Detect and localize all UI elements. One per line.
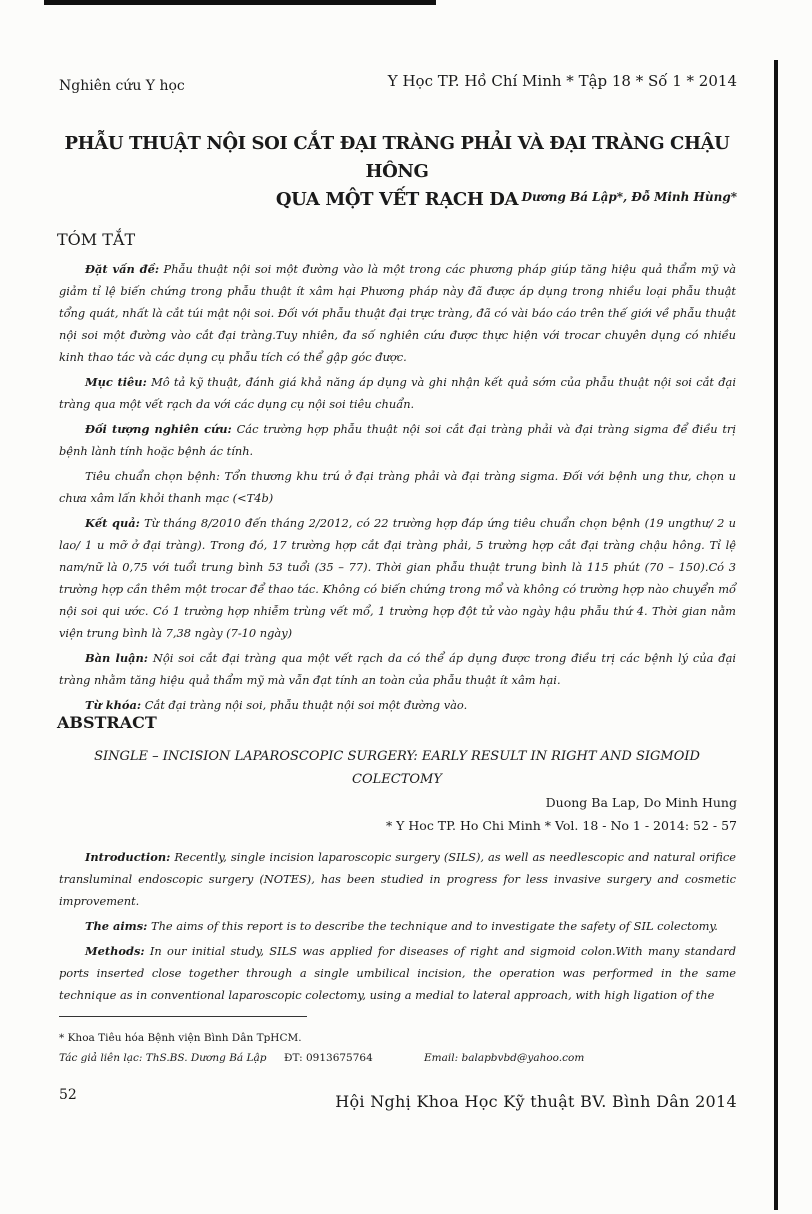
paragraph-text: Các trường hợp phẫu thuật nội soi cắt đại tràng phải và đại tràng sigma để điều trị bệnh lành tính hoặc bệnh ác tính. [59, 422, 736, 458]
paragraph-text: Tiêu chuẩn chọn bệnh: Tổn thương khu trú ở đại tràng phải và đại tràng sigma. Đối với bệnh ung thư, chọn u chưa xâm lấn khỏi thanh mạc (<T4b) [59, 469, 736, 505]
section-header: Nghiên cứu Y học [59, 78, 185, 94]
abstract-title-line-2: COLECTOMY [352, 772, 442, 787]
paragraph-text: The aims of this report is to describe the technique and to investigate the safety of SIL colectomy. [147, 919, 718, 933]
gutter-shadow [774, 60, 778, 1210]
abstract-paragraph [59, 915, 736, 937]
abstract-byline [386, 791, 737, 837]
paragraph-label: The aims: [85, 919, 148, 933]
footnote [59, 1028, 584, 1068]
title-line-2: QUA MỘT VẾT RẠCH DA [275, 189, 519, 210]
paragraph-text: In our initial study, SILS was applied for diseases of right and sigmoid colon.With many standard ports inserted close together through a single umbilical incision, the operation was performed in the same technique as in conventional laparoscopic colectomy, using a medial to lateral approach, with high ligation of the [59, 944, 736, 1002]
abstract-authors: Duong Ba Lap, Do Minh Hung [545, 795, 737, 810]
paragraph-text: Từ tháng 8/2010 đến tháng 2/2012, có 22 trường hợp đáp ứng tiêu chuẩn chọn bệnh (19 ungthư/ 2 u lao/ 1 u mỡ ở đại tràng). Trong đó, 17 trường hợp cắt đại tràng phải, 5 trường hợp cắt đại tràng chậu hông. Tỉ lệ nam/nữ là 0,75 với tuổi trung bình 53 tuổi (35 – 77). Thời gian phẫu thuật trung bình là 115 phút (70 – 150).Có 3 trường hợp cần thêm một trocar để thao tác. Không có biến chứng trong mổ và không có trường hợp nào chuyển mổ nội soi qui ước. Có 1 trường hợp nhiễm trùng vết mổ, 1 trường hợp đột tử vào ngày hậu phẫu thứ 4. Thời gian nằm viện trung bình là 7,38 ngày (7-10 ngày) [59, 516, 736, 640]
abstract-body [59, 846, 736, 1009]
paragraph-text: Cắt đại tràng nội soi, phẫu thuật nội soi một đường vào. [141, 698, 468, 712]
footnote-affiliation: * Khoa Tiêu hóa Bệnh viện Bình Dân TpHCM. [59, 1032, 302, 1044]
abstract-paragraph [59, 846, 736, 912]
authors: Dương Bá Lập*, Đỗ Minh Hùng* [521, 190, 737, 204]
paragraph-label: Methods: [85, 944, 145, 958]
page-number: 52 [59, 1087, 77, 1103]
abstract-citation: * Y Hoc TP. Ho Chi Minh * Vol. 18 - No 1 - 2014: 52 - 57 [385, 818, 737, 833]
paragraph-label: Đặt vấn đề: [85, 262, 160, 276]
paragraph-text: Nội soi cắt đại tràng qua một vết rạch da có thể áp dụng được trong điều trị các bệnh lý của đại tràng nhằm tăng hiệu quả thẩm mỹ mà vẫn đạt tính an toàn của phẫu thuật ít xâm hại. [59, 651, 737, 687]
conference-footer: Hội Nghị Khoa Học Kỹ thuật BV. Bình Dân 2014 [335, 1092, 737, 1111]
paragraph-label: Từ khóa: [85, 698, 142, 712]
abstract-title [57, 713, 737, 791]
journal-header: Y Học TP. Hồ Chí Minh * Tập 18 * Số 1 * 2014 [387, 72, 737, 90]
summary-heading: TÓM TẮT [57, 230, 136, 249]
title-line-1: PHẪU THUẬT NỘI SOI CẮT ĐẠI TRÀNG PHẢI VÀ ĐẠI TRÀNG CHẬU HÔNG [64, 133, 730, 182]
footnote-contact [59, 1048, 584, 1068]
paragraph-label: Introduction: [85, 850, 171, 864]
summary-paragraph [59, 418, 736, 462]
top-scan-bar [44, 0, 436, 5]
paragraph-text: Mô tả kỹ thuật, đánh giá khả năng áp dụng và ghi nhận kết quả sớm của phẫu thuật nội soi cắt đại tràng qua một vết rạch da với các dụng cụ nội soi tiêu chuẩn. [59, 375, 736, 411]
summary-paragraph [59, 258, 736, 368]
paragraph-label: Mục tiêu: [85, 375, 147, 389]
abstract-paragraph [59, 940, 736, 1006]
paragraph-label: Kết quả: [85, 516, 140, 530]
summary-body [59, 258, 736, 719]
adjacent-page-edge [760, 0, 812, 1214]
paragraph-text: Recently, single incision laparoscopic surgery (SILS), as well as needlescopic and natural orifice transluminal endoscopic surgery (NOTES), has been studied in progress for less invasive surgery and cosmetic improvement. [59, 850, 736, 908]
footnote-divider [59, 1016, 307, 1017]
summary-paragraph [59, 465, 736, 509]
contact-phone: ĐT: 0913675764 [284, 1052, 373, 1064]
contact-label: Tác giả liên lạc: ThS.BS. Dương Bá Lập [59, 1052, 267, 1064]
paragraph-text: Phẫu thuật nội soi một đường vào là một trong các phương pháp giúp tăng hiệu quả thẩm mỹ và giảm tỉ lệ biến chứng trong phẫu thuật ít xâm hại Phương pháp này đã được áp dụng trong nhiều loại phẫu thuật tổng quát, nhất là cắt túi mật nội soi. Đối với phẫu thuật đại trực tràng, đã có vài báo cáo trên thế giới về phẫu thuật nội soi một đường vào cắt đại tràng.Tuy nhiên, đa số nghiên cứu được thực hiện với trocar chuyên dụng có nhiều kinh thao tác và các dụng cụ phẫu tích có thể gập góc được. [59, 262, 736, 364]
summary-paragraph [59, 512, 736, 644]
summary-paragraph [59, 371, 736, 415]
paragraph-label: Bàn luận: [85, 651, 148, 665]
abstract-title-line-1: SINGLE – INCISION LAPAROSCOPIC SURGERY: EARLY RESULT IN RIGHT AND SIGMOID [94, 749, 700, 764]
summary-paragraph [59, 647, 736, 691]
abstract-heading: ABSTRACT [57, 713, 157, 732]
contact-email: Email: balapbvbd@yahoo.com [424, 1052, 585, 1064]
paragraph-label: Đối tượng nghiên cứu: [85, 422, 232, 436]
